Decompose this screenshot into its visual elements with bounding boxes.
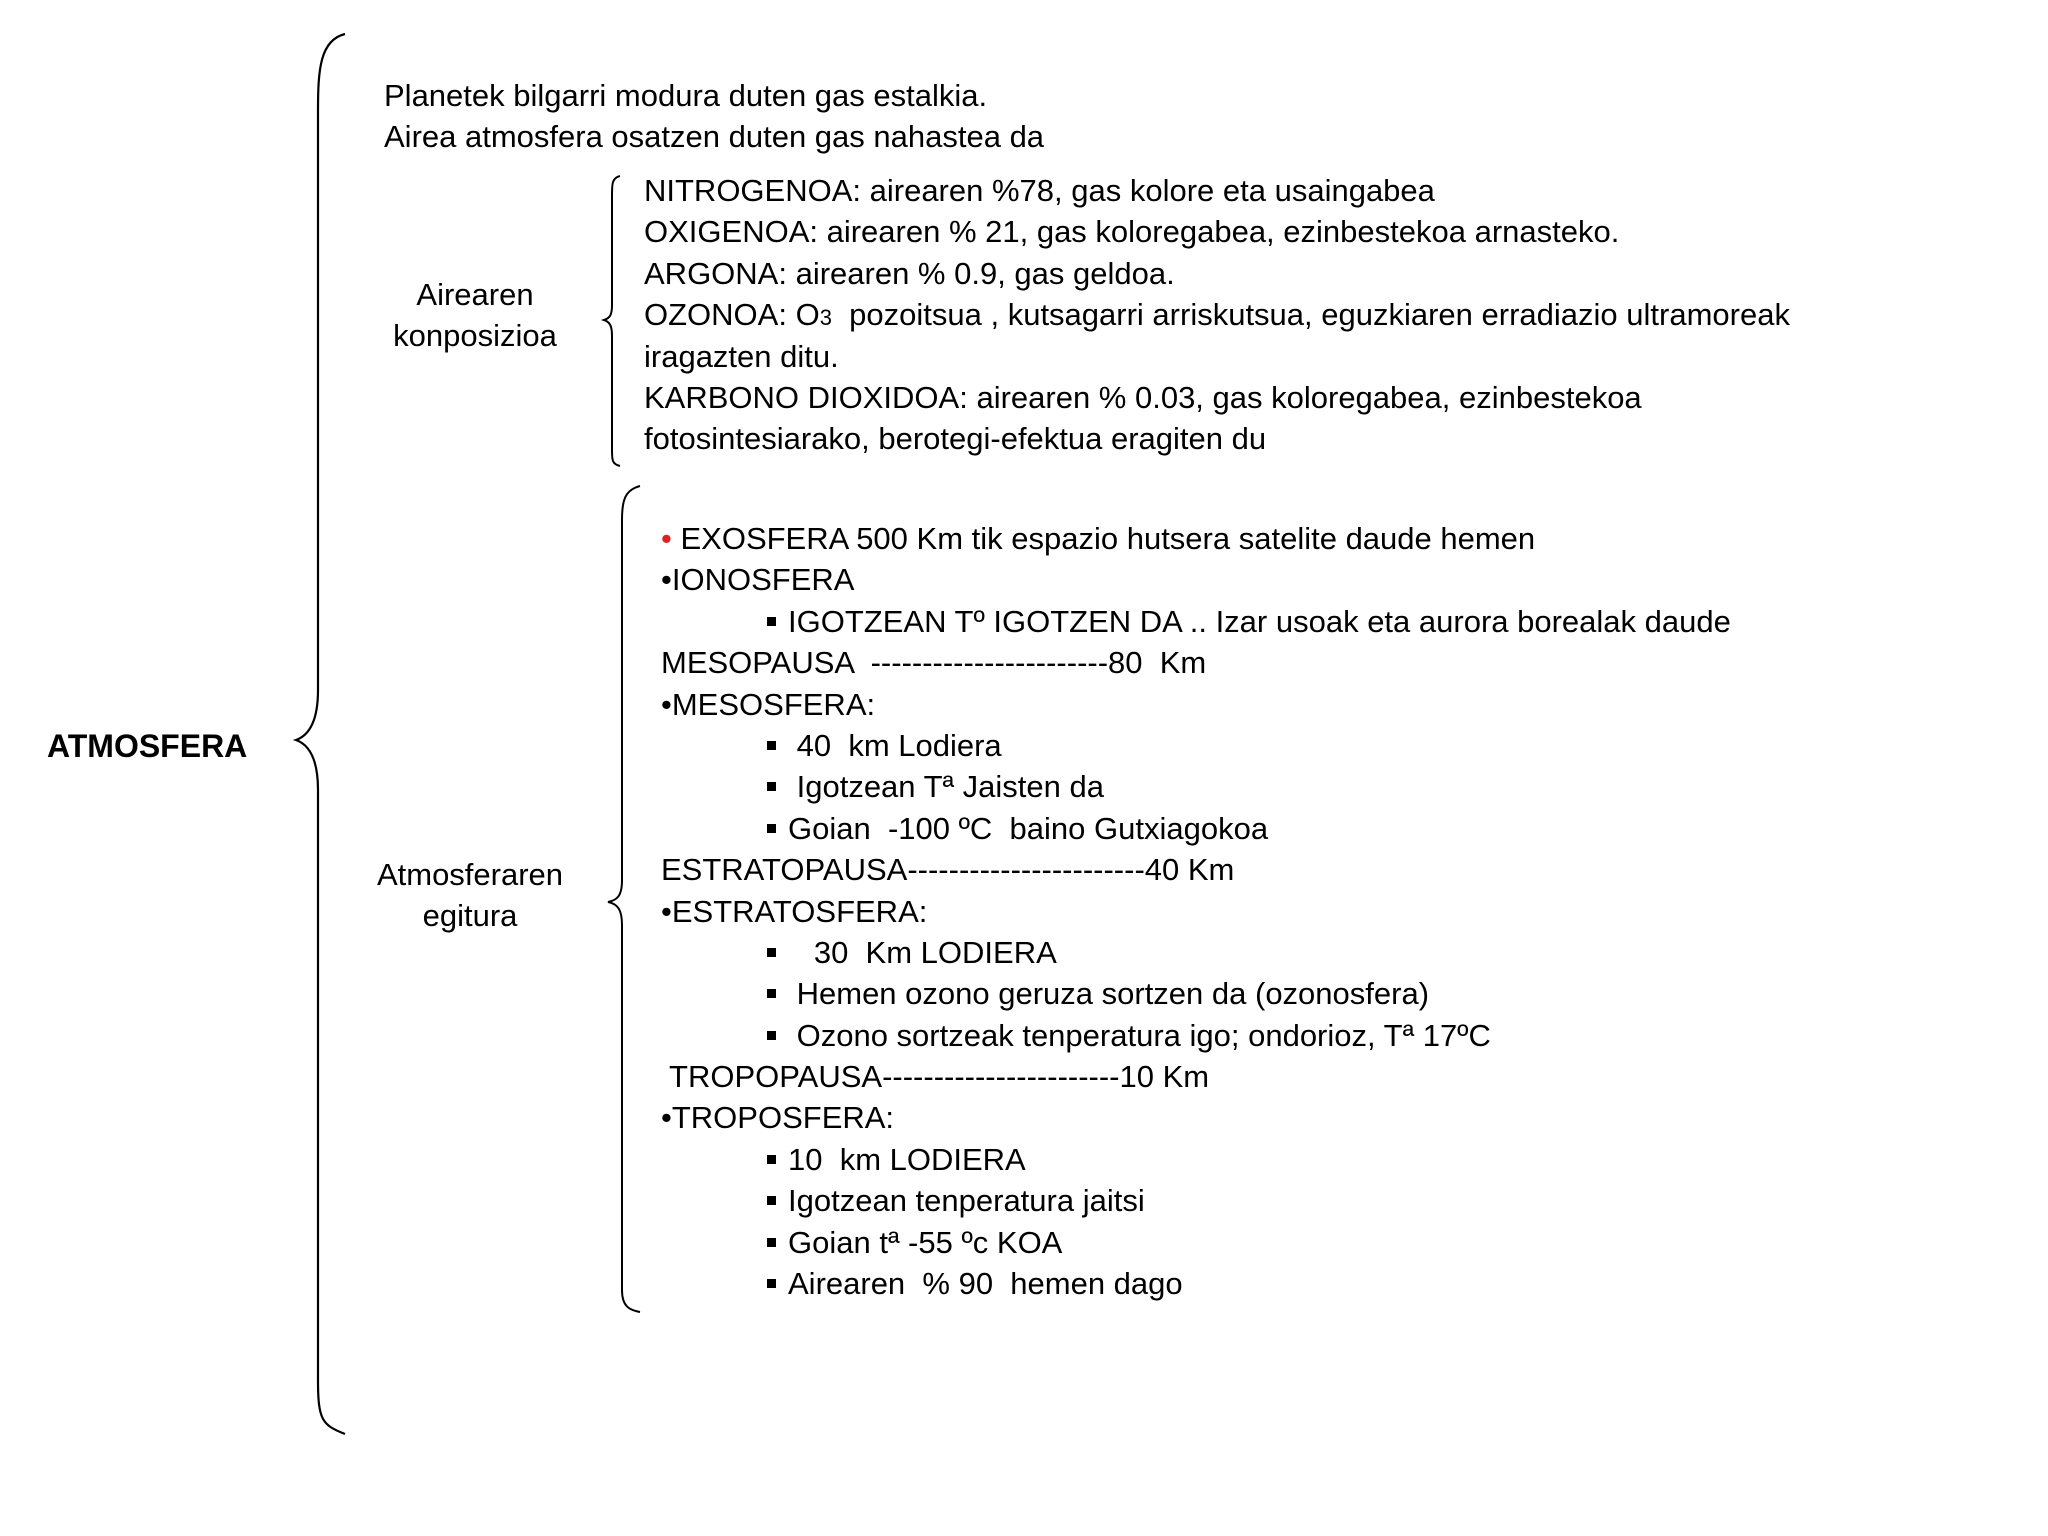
troposphere-item	[661, 1180, 1731, 1221]
stratosphere-item	[661, 932, 1731, 973]
tropopause-line: TROPOPAUSA-----------------------10 Km	[661, 1059, 1210, 1095]
troposphere-item	[661, 1222, 1731, 1263]
square-bullet-icon	[767, 1031, 776, 1040]
structure-label-line-1: Atmosferaren	[376, 857, 564, 892]
nitrogen-line: NITROGENOA: airearen %78, gas kolore eta usaingabea	[644, 173, 1435, 208]
square-bullet-icon	[767, 1279, 776, 1288]
co2-line: KARBONO DIOXIDOA: airearen % 0.03, gas koloregabea, ezinbestekoa	[644, 379, 1642, 415]
troposphere-item	[661, 1139, 1731, 1180]
oxygen-line: OXIGENOA: airearen % 21, gas koloregabea, ezinbestekoa arnasteko.	[644, 214, 1620, 250]
square-bullet-icon	[767, 948, 776, 957]
composition-label-line-1: Airearen	[416, 277, 534, 312]
structure-label-line-2: egitura	[422, 898, 518, 933]
stratosphere-item	[661, 973, 1731, 1014]
square-bullet-icon	[767, 617, 776, 626]
composition-label-line-2: konposizioa	[393, 318, 557, 353]
co2-continuation: fotosintesiarako, berotegi-efektua eragiten du	[644, 421, 1267, 457]
ozone-subscript: 3	[819, 305, 832, 331]
troposphere-item	[661, 1263, 1731, 1304]
troposphere-item-text: 10 km LODIERA	[788, 1141, 1026, 1177]
structure-brace	[608, 486, 640, 1312]
ozone-line	[644, 294, 1790, 335]
mesosphere-item-text: 40 km Lodiera	[788, 727, 1002, 763]
stratosphere-item-text: 30 Km LODIERA	[788, 934, 1057, 970]
exosphere-bullet: •	[661, 521, 672, 556]
ionosphere-heading: •IONOSFERA	[661, 562, 855, 598]
stratosphere-item	[661, 1015, 1731, 1056]
square-bullet-icon	[767, 782, 776, 791]
square-bullet-icon	[767, 1238, 776, 1247]
composition-list	[644, 170, 1790, 460]
ozone-rest: pozoitsua , kutsagarri arriskutsua, eguzkiaren erradiazio ultramoreak	[831, 297, 1790, 333]
mesosphere-item	[661, 766, 1731, 807]
root-title: ATMOSFERA	[47, 728, 248, 764]
stratosphere-heading: •ESTRATOSFERA:	[661, 893, 928, 929]
exosphere-text: EXOSFERA 500 Km tik espazio hutsera satelite daude hemen	[671, 521, 1536, 556]
ionosphere-item	[661, 601, 1731, 642]
square-bullet-icon	[767, 741, 776, 750]
mesosphere-item-text: Goian -100 ºC baino Gutxiagokoa	[788, 810, 1269, 846]
ionosphere-item-text: IGOTZEAN Tº IGOTZEN DA .. Izar usoak eta aurora borealak daude	[788, 603, 1731, 639]
mesosphere-heading: •MESOSFERA:	[661, 686, 876, 722]
definition-line-1: Planetek bilgarri modura duten gas estalkia.	[384, 78, 988, 113]
composition-label	[370, 274, 580, 356]
mesosphere-item-text: Igotzean Tª Jaisten da	[788, 769, 1104, 805]
argon-line: ARGONA: airearen % 0.9, gas geldoa.	[644, 255, 1175, 291]
mesosphere-item	[661, 808, 1731, 849]
square-bullet-icon	[767, 1196, 776, 1205]
troposphere-heading: •TROPOSFERA:	[661, 1100, 895, 1136]
stratopause-line: ESTRATOPAUSA-----------------------40 Km	[661, 852, 1235, 888]
main-brace	[296, 34, 345, 1434]
composition-brace	[604, 176, 620, 466]
stratosphere-item-text: Ozono sortzeak tenperatura igo; ondorioz, Tª 17ºC	[788, 1017, 1491, 1053]
troposphere-item-text: Airearen % 90 hemen dago	[788, 1266, 1183, 1302]
structure-list	[661, 518, 1731, 1304]
square-bullet-icon	[767, 824, 776, 833]
ozone-prefix: OZONOA: O	[644, 297, 820, 333]
square-bullet-icon	[767, 1155, 776, 1164]
troposphere-item-text: Igotzean tenperatura jaitsi	[788, 1183, 1145, 1219]
exosphere-line	[661, 518, 1731, 559]
stratosphere-item-text: Hemen ozono geruza sortzen da (ozonosfera)	[788, 976, 1430, 1012]
square-bullet-icon	[767, 989, 776, 998]
definition-line-2: Airea atmosfera osatzen duten gas nahastea da	[384, 119, 1045, 154]
ozone-continuation: iragazten ditu.	[644, 338, 839, 374]
troposphere-item-text: Goian tª -55 ºc KOA	[788, 1224, 1063, 1260]
structure-label	[350, 854, 590, 936]
mesopause-line: MESOPAUSA -----------------------80 Km	[661, 645, 1207, 681]
mesosphere-item	[661, 725, 1731, 766]
